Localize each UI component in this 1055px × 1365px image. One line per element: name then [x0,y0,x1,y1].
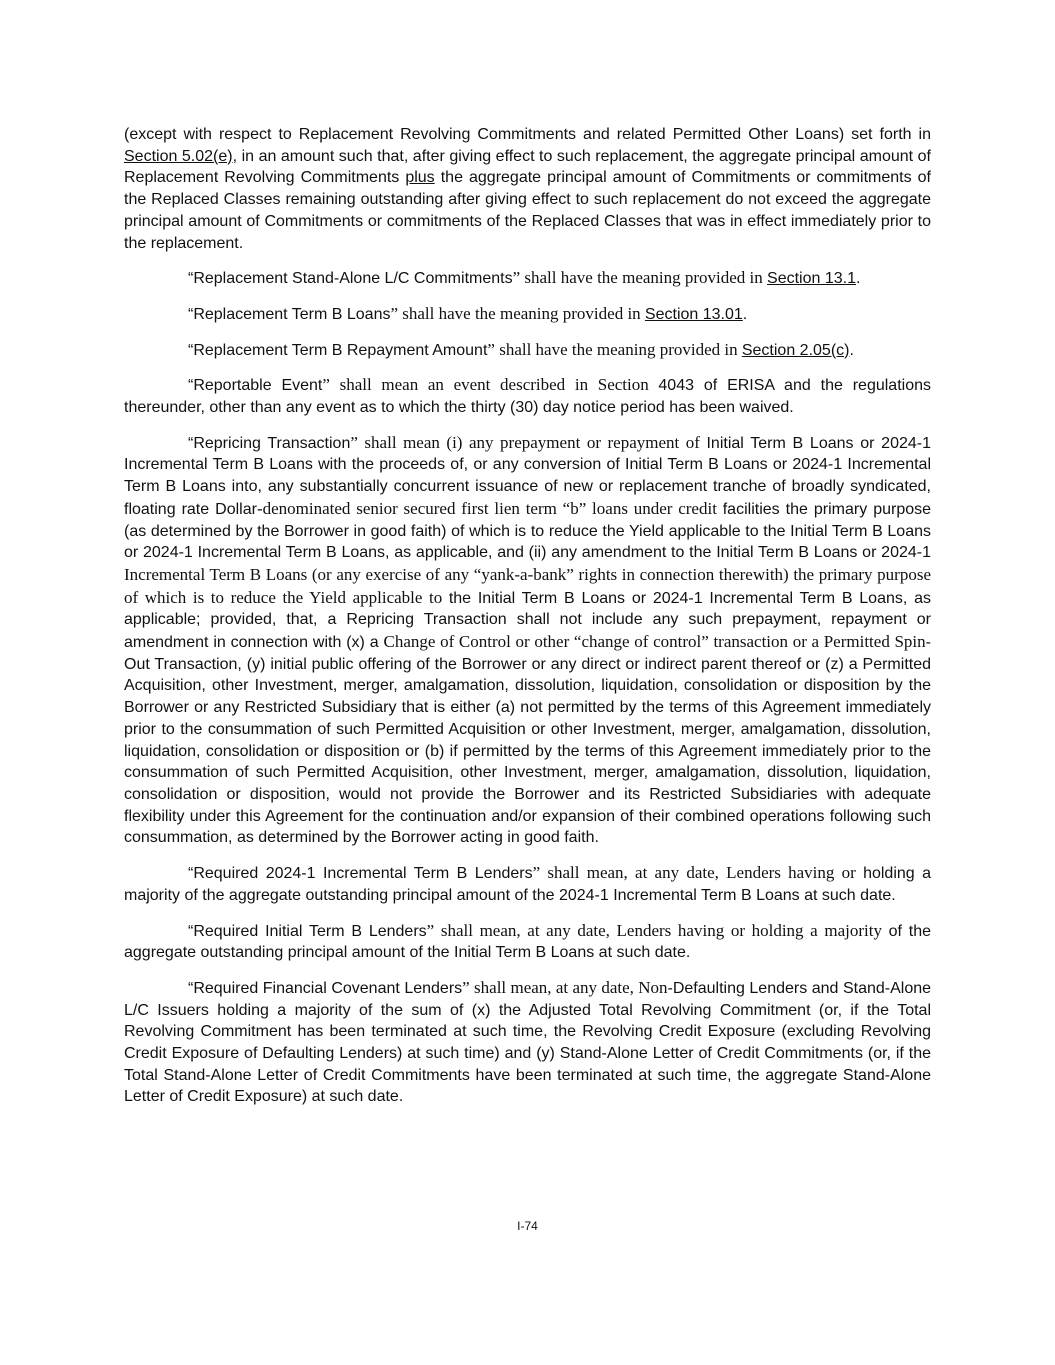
text: ” shall have the meaning provided in [487,339,742,359]
text: the Initial Term B Loans or 2024-1 Incremental Term B Loans, as applicable; provided, that, a Repricing Transaction shall not include any such prepayment, repayment or amendment in connection with (x) a [124,589,931,652]
text: (except with respect to Replacement Revolving Commitments and related Permitted Other Loans) set forth in [124,126,931,143]
text: facilities the primary purpose (as determined by the Borrower in good faith) of which is to reduce the Yield applicable to the Initial Term B Loans or 2024-1 Incremental Term B Loans, as applicable, and (ii) any amendment to the Initial Term B Loans or 2024-1 [124,500,932,562]
text: -denominated senior secured first lien term “b” loans under credit [256,498,723,518]
text: ” shall mean (i) any prepayment or repayment of [350,432,707,452]
text: ” shall mean, at any date, Lenders having or holding a majority [426,920,889,940]
text: Incremental Term B Loans (or any exercise of any “yank-a-bank” rights in connection therewith) the primary purpose of which is to reduce the Yield applicable to [124,564,931,607]
text: . [849,341,854,359]
defined-term: “Required 2024-1 Incremental Term B Lenders [188,865,533,883]
text: Initial Term B Loans or 2024-1 Incremental Term B Loans with the proceeds of, or any conversion of Initial Term B Loans or 2024-1 Incremental Term B Loans into, any substantially concurrent issuance of new or replacement tranche of broadly syndicated, floating rate Dollar [124,434,932,518]
paragraph-continuation [124,124,931,254]
definition-required-initial-term-b-lenders [124,920,931,964]
text: ” shall have the meaning provided in [390,303,645,323]
text: , in an amount such that, after giving effect to such replacement, the aggregate principal amount of Replacement Revolving Commitments [124,147,932,187]
text: holding a majority of the aggregate outstanding principal amount of the 2024-1 Incremental Term B Loans at such date. [124,865,931,904]
text: -Out Transaction, (y) initial public offering of the Borrower or any direct or indirect parent thereof or (z) a Permitted Acquisition, other Investment, merger, amalgamation, dissolution, liquidation, consolidation or disposition by the Borrower or any Restricted Subsidiary that is either (a) not permitted by the terms of this Agreement immediately prior to the consummation of such Permitted Acquisition or other Investment, merger, amalgamation, dissolution, liquidation, consolidation or disposition or (b) if permitted by the terms of this Agreement immediately prior to the consummation of such Permitted Acquisition, other Investment, merger, amalgamation, dissolution, liquidation, consolidation or disposition, would not provide the Borrower and its Restricted Subsidiaries with adequate flexibility under this Agreement for the continuation and/or expansion of their combined operations following such consummation, as determined by the Borrower acting in good faith. [124,634,931,847]
text: of the aggregate outstanding principal amount of the Initial Term B Loans at such date. [124,922,932,962]
text: Change of Control or other “change of control” transaction or a Permitted Spin [383,632,926,652]
definition-replacement-term-b-loans [124,303,931,326]
defined-term: “Reportable Event [188,377,323,395]
page-number: I-74 [517,1219,538,1233]
section-reference-link[interactable]: Section 13.01 [644,305,743,323]
text: ” shall mean, at any date, Lenders having or [532,863,864,883]
text: 4043 of ERISA and the regulations thereunder, other than any event as to which the thirty (30) day notice period has been waived. [124,377,931,417]
definition-required-2024-1-incremental-term-b-lenders [124,862,931,906]
defined-term: “Required Initial Term B Lenders [188,922,427,940]
text: -Defaulting Lenders and Stand-Alone L/C Issuers holding a majority of the sum of (x) the Adjusted Total Revolving Commitment (or, if the Total Revolving Commitment has been terminated at such time, the Revolving Credit Exposure (excluding Revolving Credit Exposure of Defaulting Lenders) at such time) and (y) Stand-Alone Letter of Credit Commitments (or, if the Total Stand-Alone Letter of Credit Commitments have been terminated at such time, the aggregate Stand-Alone Letter of Credit Exposure) at such date. [124,979,932,1106]
text: . [855,270,861,288]
text: the aggregate principal amount of Commitments or commitments of the Replaced Classes remaining outstanding after giving effect to such replacement do not exceed the aggregate principal amount of Commitments or commitments of the Replaced Classes that was in effect immediately prior to the replacement. [124,169,932,252]
defined-term: “Required Financial Covenant Lenders [188,979,463,997]
defined-term: “Replacement Stand-Alone L/C Commitments [188,270,513,288]
section-reference-link[interactable]: Section 2.05(c) [741,341,850,359]
definition-required-financial-covenant-lenders [124,977,931,1108]
defined-term: “Replacement Term B Loans [188,305,391,323]
definition-reportable-event [124,374,931,418]
section-reference-link[interactable]: Section 13.1 [767,270,856,288]
text: . [742,305,748,323]
text: ” shall mean an event described in Section [322,375,659,395]
defined-term: “Replacement Term B Repayment Amount [188,341,488,359]
document-page [124,124,931,1121]
emphasis-plus: plus [405,169,435,187]
text: ” shall mean, at any date, Non [462,977,668,997]
definition-repricing-transaction [124,432,931,849]
section-reference-link[interactable]: Section 5.02(e) [124,147,233,165]
definition-replacement-stand-alone-lc-commitments [124,267,931,290]
definition-replacement-term-b-repayment-amount [124,339,931,362]
defined-term: “Repricing Transaction [188,434,351,452]
text: ” shall have the meaning provided in [512,268,768,288]
